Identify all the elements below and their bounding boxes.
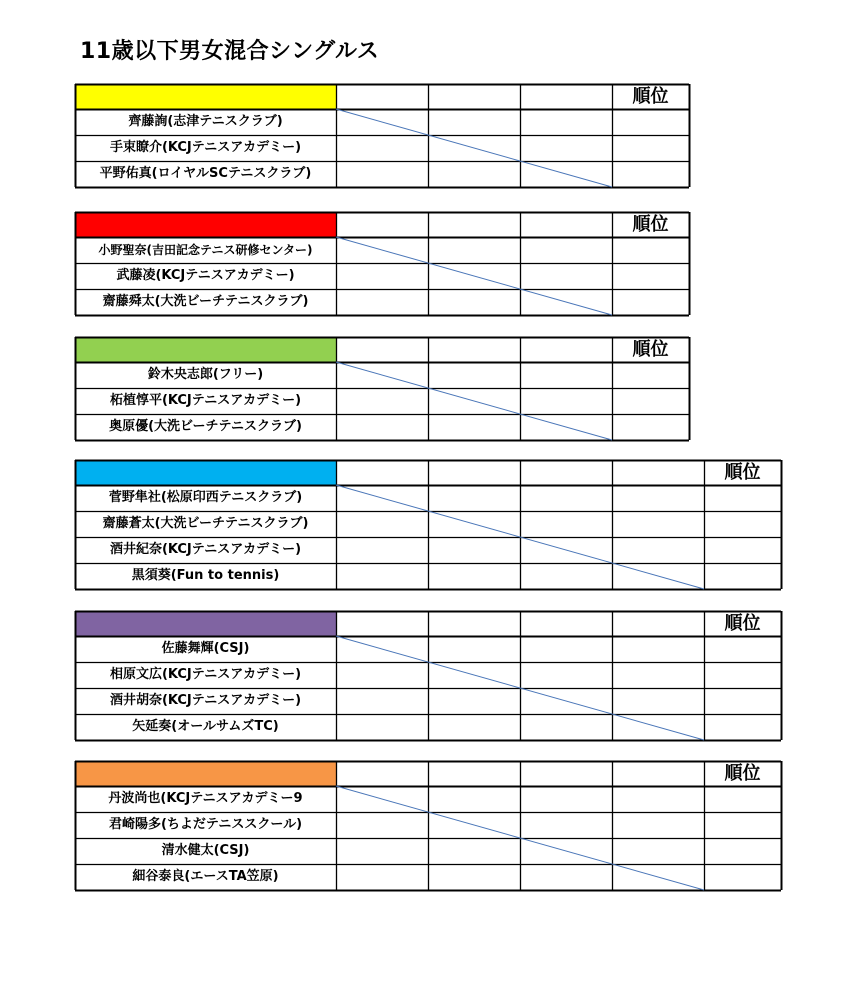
diagonal-line: [336, 362, 612, 440]
group-grid-lines: [75, 761, 783, 892]
rank-header: 順位: [724, 763, 761, 784]
group-table: [75, 761, 781, 890]
player-name: 相原文広(KCJテニスアカデミー): [109, 667, 302, 682]
player-name: 矢延奏(オールサムズTC): [132, 719, 279, 734]
player-name: 齋藤蒼太(大洗ビーチテニスクラブ): [102, 516, 309, 531]
player-name: 齊藤詢(志津テニスクラブ): [128, 114, 283, 129]
player-name: 齋藤舜太(大洗ビーチテニスクラブ): [102, 294, 309, 309]
player-name: 奥原優(大洗ビーチテニスクラブ): [109, 419, 302, 434]
rank-header: 順位: [632, 86, 669, 107]
group-grid-lines: [75, 337, 691, 442]
player-name: 黒須葵(Fun to tennis): [131, 568, 280, 583]
group-table: [75, 611, 781, 740]
group-table: [75, 337, 689, 440]
player-name: 鈴木央志郎(フリー): [147, 367, 264, 382]
player-name: 清水健太(CSJ): [161, 843, 250, 858]
player-name: 丹波尚也(KCJテニスアカデミー9: [108, 791, 303, 806]
rank-header: 順位: [724, 613, 761, 634]
group-table: [75, 460, 781, 589]
diagonal-line: [336, 237, 612, 315]
group-grid-lines: [75, 611, 783, 742]
player-name: 細谷泰良(エースTA笠原): [132, 869, 279, 884]
player-name: 平野佑真(ロイヤルSCテニスクラブ): [99, 166, 312, 181]
player-name: 酒井胡奈(KCJテニスアカデミー): [109, 693, 302, 708]
player-name: 手束瞭介(KCJテニスアカデミー): [109, 140, 302, 155]
player-name: 菅野隼社(松原印西テニスクラブ): [108, 490, 303, 505]
page-title: 11歳以下男女混合シングルス: [80, 39, 380, 64]
player-name: 柘植惇平(KCJテニスアカデミー): [109, 393, 302, 408]
rank-header: 順位: [724, 462, 761, 483]
group-table: [75, 212, 689, 315]
player-name: 酒井紀奈(KCJテニスアカデミー): [109, 542, 302, 557]
player-name: 佐藤舞輝(CSJ): [161, 641, 250, 656]
player-name: 小野聖奈(吉田記念テニス研修センター): [98, 243, 313, 257]
group-table: [75, 84, 689, 187]
player-name: 君崎陽多(ちよだテニススクール): [108, 817, 303, 832]
group-grid-lines: [75, 212, 691, 317]
rank-header: 順位: [632, 339, 669, 360]
rank-header: 順位: [632, 214, 669, 235]
group-grid-lines: [75, 84, 691, 189]
player-name: 武藤凌(KCJテニスアカデミー): [116, 268, 295, 283]
diagonal-line: [336, 109, 612, 187]
group-grid-lines: [75, 460, 783, 591]
